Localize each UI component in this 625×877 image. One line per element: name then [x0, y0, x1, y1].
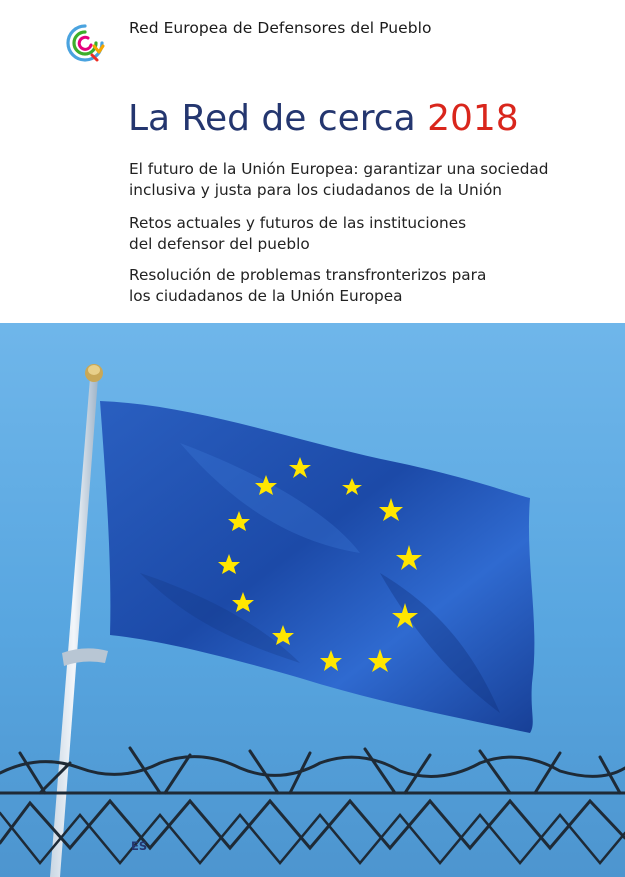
subtitle-3-line-2: los ciudadanos de la Unión Europea: [129, 287, 403, 305]
cover-photo: [0, 323, 625, 877]
eu-flag-photo: [0, 323, 625, 877]
subtitle-2-line-2: del defensor del pueblo: [129, 235, 310, 253]
language-code: ES: [131, 839, 148, 853]
subtitle-3-line-1: Resolución de problemas transfronterizos para: [129, 266, 487, 284]
report-title-year: 2018: [427, 98, 519, 139]
subtitle-2: [129, 213, 599, 255]
network-logo-icon: [64, 22, 106, 64]
subtitle-1: [129, 159, 599, 201]
subtitle-2-line-1: Retos actuales y futuros de las instituciones: [129, 214, 467, 232]
report-title: [128, 97, 519, 141]
subtitle-1-line-1: El futuro de la Unión Europea: garantizar una sociedad: [129, 160, 549, 178]
organization-name: Red Europea de Defensores del Pueblo: [129, 19, 432, 37]
subtitle-3: [129, 265, 599, 307]
subtitle-1-line-2: inclusiva y justa para los ciudadanos de la Unión: [129, 181, 502, 199]
report-title-main: La Red de cerca: [128, 98, 428, 139]
